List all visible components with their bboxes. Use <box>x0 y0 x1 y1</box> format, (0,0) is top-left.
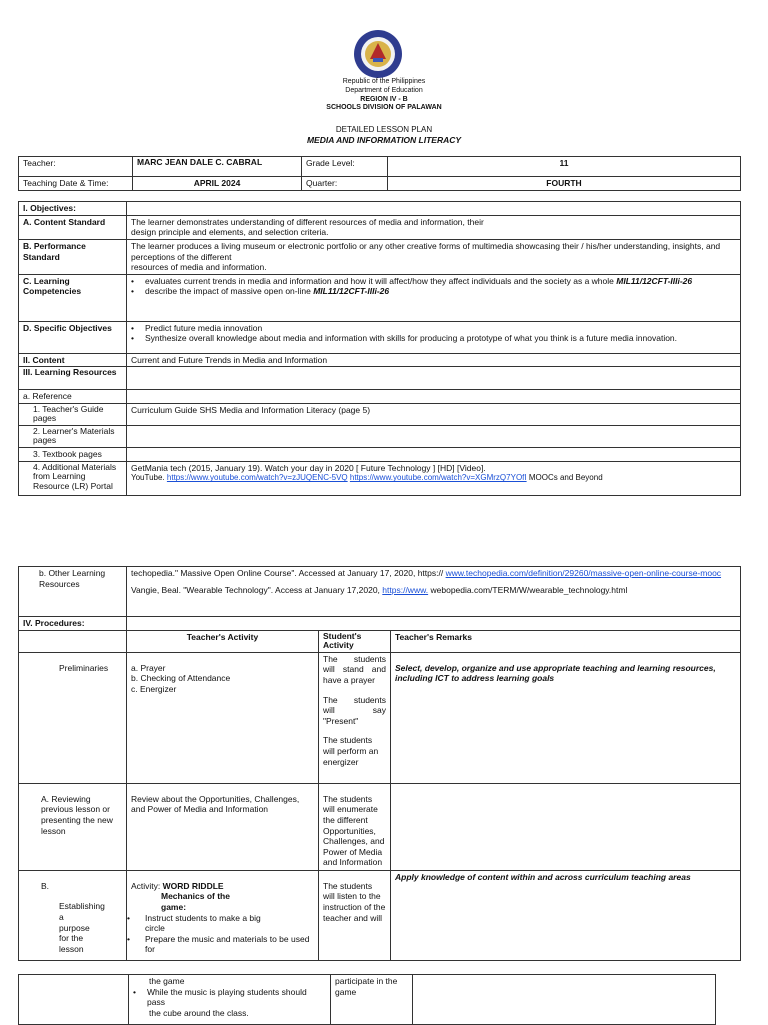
student-continuation: participate in the game <box>331 975 413 1025</box>
info-table <box>18 156 741 191</box>
purpose-label: Establishing a purpose for the lesson <box>59 901 105 954</box>
mechanics-heading: Mechanics of the game: <box>161 891 230 912</box>
specific-objective-1: • Predict future media innovation <box>131 322 263 333</box>
competency-1: • evaluates current trends in media and information and how it will affect/how they affect individuals and the society as a whole MIL11/12CFT-IIIi-26 <box>131 275 693 286</box>
reference-label: a. Reference <box>19 390 127 404</box>
game-continuation-3: the cube around the class. <box>149 1007 249 1018</box>
webopedia-link[interactable]: https://www. <box>382 584 429 595</box>
game-continuation-1: the game <box>149 976 185 986</box>
content-standard-label: A. Content Standard <box>19 215 127 239</box>
reviewing-student: The students will enumerate the different Opportunities, Challenges, and Power of Media and Information <box>319 783 391 870</box>
continuation-table <box>18 974 716 1025</box>
prelim-student-2: The students will say "Present" <box>323 694 386 726</box>
reviewing-text: Review about the Opportunities, Challenges, and Power of Media and Information <box>127 783 319 870</box>
additional-materials-label: 4. Additional Materials from Learning Resource (LR) Portal <box>19 461 127 495</box>
objectives-table <box>18 201 741 496</box>
content-standard-text: The learner demonstrates understanding of different resources of media and information, their <box>131 216 484 227</box>
other-resources-text-2: Vangie, Beal. "Wearable Technology". Access at January 17,2020, <box>131 584 380 595</box>
competencies-label: C. Learning Competencies <box>19 274 127 321</box>
game-continuation-2: • While the music is playing students should pass <box>133 986 307 1008</box>
youtube-label: YouTube. <box>131 473 165 483</box>
header-region: REGION IV - B <box>360 95 408 103</box>
performance-standard-label: B. Performance Standard <box>19 239 127 274</box>
purpose-label-letter: B. <box>41 880 50 891</box>
activity-prefix: Activity: <box>131 880 161 891</box>
content-standard-text2: design principle and elements, and selection criteria. <box>131 227 329 238</box>
activity-name: WORD RIDDLE <box>162 880 224 891</box>
competency-2-code: MIL11/12CFT-IIIi-26 <box>313 286 390 297</box>
reviewing-label: A. Reviewing previous lesson or presenting the new lesson <box>19 783 127 870</box>
content-label: II. Content <box>19 353 127 367</box>
competency-1-text: evaluates current trends in media and information and how it will affect/how they affect individuals and the society as a whole <box>145 275 614 286</box>
competency-2-text: describe the impact of massive open on-line <box>145 286 311 297</box>
quarter-value: FOURTH <box>388 177 741 191</box>
procedures-table <box>18 566 741 961</box>
date-label: Teaching Date & Time: <box>19 177 133 191</box>
learning-resources-label: III. Learning Resources <box>19 367 127 390</box>
purpose-student: The students will listen to the instruction of the teacher and will <box>319 870 391 960</box>
additional-materials-text: GetMania tech (2015, January 19). Watch your day in 2020 [ Future Technology ] [HD] [Video]. <box>131 462 486 473</box>
grade-value: 11 <box>388 157 741 177</box>
prelim-student-3: The students will perform an energizer <box>323 735 379 767</box>
procedures-label: IV. Procedures: <box>19 617 127 631</box>
teachers-guide-text: Curriculum Guide SHS Media and Information Literacy (page 5) <box>127 404 741 426</box>
prelim-prayer: a. Prayer <box>131 662 166 673</box>
textbook-label: 3. Textbook pages <box>19 448 127 462</box>
mechanic-2: • Prepare the music and materials to be used for <box>127 933 310 955</box>
performance-standard-text: The learner produces a living museum or electronic portfolio or any other creative forms of multimedia showcasing their / his/her understanding, insights, and perceptions of the different <box>131 240 721 262</box>
prelim-attendance: b. Checking of Attendance <box>131 673 231 684</box>
header-line2: Department of Education <box>345 86 423 94</box>
learners-materials-label: 2. Learner's Materials pages <box>19 426 127 448</box>
competency-2: • describe the impact of massive open on-line MIL11/12CFT-IIIi-26 <box>131 286 390 297</box>
objectives-heading: I. Objectives: <box>19 202 127 216</box>
youtube-link-2[interactable]: https://www.youtube.com/watch?v=XGMrzQ7YOfI <box>349 473 527 483</box>
youtube-link-1[interactable]: https://www.youtube.com/watch?v=zJUQENC-5VQ <box>166 473 348 483</box>
prelim-remark: Select, develop, organize and use appropriate teaching and learning resources, including ICT to address learning goals <box>391 652 741 783</box>
moocs-text: MOOCs and Beyond <box>528 473 603 483</box>
content-text: Current and Future Trends in Media and Information <box>127 353 741 367</box>
purpose-remark: Apply knowledge of content within and across curriculum teaching areas <box>391 870 741 960</box>
prelim-energizer: c. Energizer <box>131 683 177 694</box>
teacher-label: Teacher: <box>19 157 133 177</box>
techopedia-link[interactable]: www.techopedia.com/definition/29260/massive-open-online-course-mooc <box>445 568 722 578</box>
quarter-label: Quarter: <box>302 177 388 191</box>
teacher-value: MARC JEAN DALE C. CABRAL <box>133 157 302 177</box>
grade-label: Grade Level: <box>302 157 388 177</box>
header-line1: Republic of the Philippines <box>342 78 426 85</box>
competency-1-code: MIL11/12CFT-IIIi-26 <box>616 275 693 286</box>
prelim-student-1: The students will stand and have a prayer <box>323 653 386 685</box>
specific-objective-2: • Synthesize overall knowledge about media and information with skills for producing a prototype of what you think is a future media innovation. <box>131 333 678 344</box>
other-resources-text-3: webopedia.com/TERM/W/wearable_technology.html <box>430 584 628 595</box>
teachers-guide-label: 1. Teacher's Guide pages <box>19 404 127 426</box>
date-value: APRIL 2024 <box>133 177 302 191</box>
other-resources-label: b. Other Learning Resources <box>19 567 127 617</box>
col-student-activity: Student's Activity <box>319 630 391 652</box>
specific-objectives-label: D. Specific Objectives <box>19 321 127 353</box>
other-resources-text-1: techopedia." Massive Open Online Course". Accessed at January 17, 2020, https:// <box>131 568 444 578</box>
doc-title: DETAILED LESSON PLAN <box>335 125 433 134</box>
col-teacher-remarks: Teacher's Remarks <box>391 630 741 652</box>
performance-standard-text2: resources of media and information. <box>131 262 267 273</box>
mechanic-1: • Instruct students to make a big circle <box>127 912 261 934</box>
preliminaries-label: Preliminaries <box>19 652 127 783</box>
subject-title: MEDIA AND INFORMATION LITERACY <box>306 135 462 145</box>
col-teacher-activity: Teacher's Activity <box>127 630 319 652</box>
header-division: SCHOOLS DIVISION OF PALAWAN <box>326 104 442 112</box>
deped-seal <box>353 29 403 79</box>
